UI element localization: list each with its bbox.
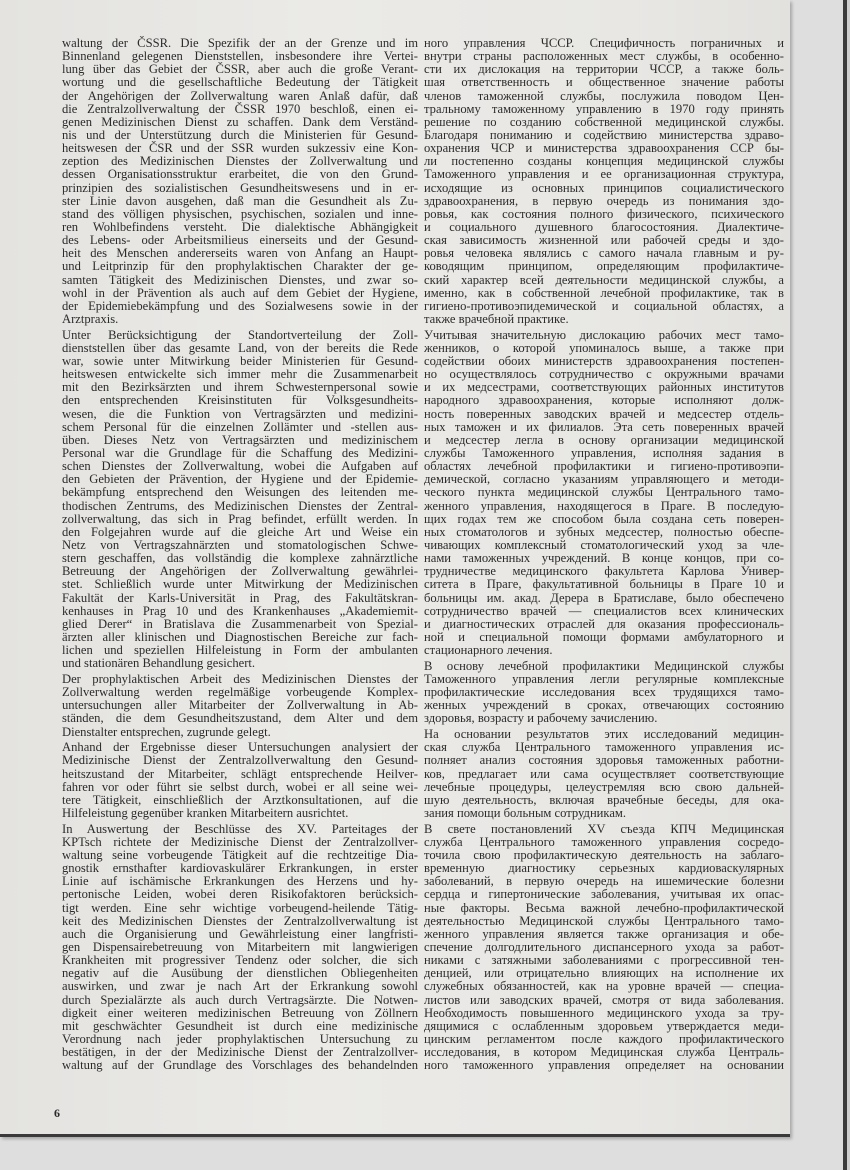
text-line: zeption des Medizinischen Dienstes der Zollverwaltung und — [62, 154, 418, 169]
text-line: stern geschaffen, das vollständig die komplexe zahnärztliche — [62, 551, 418, 566]
text-line: служебных обязанностей, как на уровне врачей — специа- — [424, 979, 784, 994]
text-line: ster Linie davon ausgehen, daß man die Gesundheit als Zu- — [62, 193, 418, 208]
text-line: Netz von Vertragszahnärzten und stomatologischen Schwe- — [62, 537, 418, 552]
text-line: профилактические исследования всех трудящихся тамо- — [424, 685, 784, 700]
text-line: Krankheiten mit progressiver Tendenz oder solcher, die sich — [62, 953, 418, 968]
text-line: stand des völligen physischen, psychischen, sozialen und inne- — [62, 206, 418, 221]
paragraph — [424, 37, 784, 326]
text-line: tere Tätigkeit, einschließlich der Arztkonsultationen, auf die — [62, 792, 418, 807]
text-line: ность поверенных заводских врачей и медсестер отдель- — [424, 406, 784, 421]
text-line: In Auswertung der Beschlüsse des XV. Parteitages der — [62, 821, 418, 836]
text-line: den entsprechenden Kreisinstituten für Volksgesundheits- — [62, 393, 418, 408]
text-line: untersuchungen aller Mitarbeiter der Zollverwaltung in Ab- — [62, 698, 418, 713]
text-line: Fakultät der Karls-Universität in Prag, des Fakultätskran- — [62, 590, 418, 605]
text-line: нами таможенных учреждений. В конце концов, при со- — [424, 551, 784, 566]
text-line: служба Центрального таможенного управления сосредо- — [424, 834, 784, 849]
text-line: шая ответственность и общественное значение работы — [424, 75, 784, 90]
text-line: mit geschwächter Gesundheit ist durch eine medizinische — [62, 1018, 418, 1033]
text-line: Hilfeleistung gegenüber kranken Mitarbeitern ausrichtet. — [62, 805, 349, 820]
text-line: Der prophylaktischen Arbeit des Medizinischen Dienstes der — [62, 671, 418, 686]
text-line: сти их дислокация на территории ЧССР, а также боль- — [424, 62, 784, 77]
text-line: den Folgejahren wurde auf die gleiche Art und Weise ein — [62, 524, 418, 539]
text-line: ные факторы. Весьма важной лечебно-профилактической — [424, 900, 784, 915]
text-line: В свете постановлений XV съезда КПЧ Медицинская — [424, 821, 784, 836]
russian-text-column — [424, 37, 784, 1075]
paragraph — [62, 673, 418, 739]
text-line: ровья человека являлись с самого начала главным и ру- — [424, 246, 784, 261]
text-line: waltung seine vorbeugende Tätigkeit auf die rechtzeitige Dia- — [62, 847, 418, 862]
text-line: исследования, в котором Медицинская служба Централь- — [424, 1045, 784, 1060]
text-line: lichen und speziellen Hilfeleistung in Form der ambulanten — [62, 643, 418, 658]
text-line: также врачебной практике. — [424, 311, 569, 326]
text-line: гигиено-противоэпидемической и социальной областях, а — [424, 298, 784, 313]
text-line: dienststellen über das gesamte Land, von der bereits die Rede — [62, 340, 418, 355]
text-line: kenhauses in Prag 10 und des Krankenhauses „Akademiemit- — [62, 603, 418, 618]
text-line: листов или заводских врачей, смотря от вида заболевания. — [424, 992, 784, 1007]
text-line: щих годах тем же способом была создана сеть поверен- — [424, 511, 784, 526]
text-line: ständen, die dem Gesundheitszustand, dem Alter und dem — [62, 711, 418, 726]
text-line: областях лечебной профилактики и гигиено-противоэпи- — [424, 459, 784, 474]
text-line: fahren vor oder führt sie selbst durch, wobei er all seine wei- — [62, 779, 418, 794]
text-line: ных стоматологов и зубных медсестер, полностью обеспе- — [424, 524, 784, 539]
paragraph — [424, 823, 784, 1073]
text-line: auswirken, und zwar je nach Art der Erkrankung sowohl — [62, 979, 418, 994]
text-line: здравоохранения, в первую очередь из понимания здо- — [424, 193, 784, 208]
text-line: трудничестве медицинского факультета Карлова Универ- — [424, 564, 784, 579]
text-line: ская зависимость жизненной или рабочей среды и здо- — [424, 233, 784, 248]
text-line: содействии обоих министерств здравоохранения постепен- — [424, 353, 784, 368]
text-line: wortung und die gesellschaftliche Bedeutung der Tätigkeit — [62, 75, 418, 90]
text-line: tigt werden. Eine sehr wichtige vorbeugend-heilende Tätig- — [62, 900, 418, 915]
text-line: den Gebieten der Prävention, der Hygiene und der Epidemie- — [62, 472, 418, 487]
text-line: dessen Organisationsstruktur erarbeitet, die von den Grund- — [62, 167, 418, 182]
text-line: дящимися с ослабленным здоровьем утверждается меди- — [424, 1018, 784, 1033]
text-line: durch Spezialärzte als auch durch Vertragsärzte. Die Notwen- — [62, 992, 418, 1007]
text-line: ская служба Центрального таможенного управления ис- — [424, 740, 784, 755]
text-line: des Lebens- oder Arbeitsmilieus einerseits und der Gesund- — [62, 233, 418, 248]
text-line: исходящие из основных принципов социалистического — [424, 180, 784, 195]
text-line: Binnenland gelegenen Dienststellen, insbesondere ihre Vertei- — [62, 49, 418, 64]
text-line: стационарного лечения. — [424, 643, 553, 658]
paragraph — [62, 37, 418, 326]
text-line: üben. Dieses Netz von Vertragsärzten und medizinischem — [62, 432, 418, 447]
text-line: службы Таможенного управления, исполняя задания в — [424, 445, 784, 460]
text-line: Anhand der Ergebnisse dieser Untersuchungen analysiert der — [62, 740, 418, 755]
text-line: keit des Medizinischen Dienstes der Zentralzollverwaltung ist — [62, 913, 418, 928]
text-line: und Leitprinzip für den prophylaktischen Charakter der ge- — [62, 259, 418, 274]
text-line: денцией, или отрицательно влияющих на исполнение их — [424, 966, 784, 981]
text-line: В основу лечебной профилактики Медицинской службы — [424, 658, 784, 673]
text-line: schem Personal für die einzelnen Zollämter und -stellen aus- — [62, 419, 418, 434]
text-line: gen Dispensairebetreuung von Mitarbeitern mit langwierigen — [62, 939, 418, 954]
text-line: ного таможенного управления определяет на основании — [424, 1058, 784, 1073]
text-line: ärzten aller klinischen und Diagnostischen Bereiche zur fach- — [62, 629, 418, 644]
text-line: nis und der Unterstützung durch die Ministerien für Gesund- — [62, 127, 418, 142]
text-line: точила свою профилактическую деятельность на заблаго- — [424, 847, 784, 862]
text-line: heitswesen entwickelte sich immer mehr die Zusammenarbeit — [62, 367, 418, 382]
text-line: schen Dienstes der Zollverwaltung, wobei die Aufgaben auf — [62, 459, 418, 474]
text-line: Необходимость повышенного медицинского ухода за тру- — [424, 1005, 784, 1020]
text-line: никами с затяжными заболеваниями с прогрессивной тен- — [424, 953, 784, 968]
text-line: женников, о которой упоминалось выше, а также при — [424, 340, 784, 355]
text-line: ский характер всей деятельности медицинской службы, а — [424, 272, 784, 287]
text-line: Personal war die Grundlage für die Schaffung des Medizini- — [62, 445, 418, 460]
text-line: Linie auf ischämische Erkrankungen des Herzens und hy- — [62, 874, 418, 889]
text-line: лечебные процедуры, целеустремляя всю свою дальней- — [424, 779, 784, 794]
text-line: чивающих комплексный стоматологический уход за чле- — [424, 537, 784, 552]
text-line: Учитывая значительную дислокацию рабочих мест тамо- — [424, 327, 784, 342]
text-line: ческого пункта медицинской службы Центрального тамо- — [424, 485, 784, 500]
text-line: samten Tätigkeit des Medizinischen Dienstes, und zwar so- — [62, 272, 418, 287]
text-line: именно, как в собственной лечебной профилактике, так в — [424, 285, 784, 300]
text-line: заболеваний, в первую очередь на ишемические болезни — [424, 874, 784, 889]
text-line: wesen, die die Funktion von Vertragsärzten und medizini- — [62, 406, 418, 421]
text-line: женного управления, находящегося в Праге. В последую- — [424, 498, 784, 513]
text-line: thodischen Zentrums, des Medizinischen Dienstes der Zentral- — [62, 498, 418, 513]
text-line: ren Wohlbefindens versteht. Die dialektische Abhängigkeit — [62, 219, 418, 234]
text-line: народного здравоохранения, которые исполняют долж- — [424, 393, 784, 408]
text-line: цинским регламентом после каждого профилактического — [424, 1031, 784, 1046]
text-line: heit des Menschen andererseits waren von Anfang an Haupt- — [62, 246, 418, 261]
text-line: полняет анализ состояния здоровья таможенных работни- — [424, 753, 784, 768]
text-line: waltung der ČSSR. Die Spezifik der an der Grenze und im — [62, 36, 418, 50]
text-line: und stationären Behandlung gesichert. — [62, 656, 256, 671]
text-line: bestätigen, in der der Medizinische Dienst der Zentralzollver- — [62, 1045, 418, 1060]
text-line: die Zentralzollverwaltung der ČSSR 1970 beschloß, einen ei- — [62, 101, 418, 116]
text-line: Таможенного управления и ее организационная структура, — [424, 167, 784, 182]
text-line: mit den Bezirksärzten und ihrem Schwesternpersonal sowie — [62, 380, 418, 395]
paragraph — [62, 741, 418, 820]
text-line: зания помощи больным сотрудникам. — [424, 805, 627, 820]
text-line: der Epidemiebekämpfung und des Sozialwesens sowie in der — [62, 298, 418, 313]
text-line: war, sowie unter Mitwirkung beider Ministerien für Gesund- — [62, 353, 418, 368]
page-number: 6 — [54, 1106, 60, 1120]
text-line: женного управления является также организация и обе- — [424, 926, 784, 941]
paragraph — [424, 329, 784, 658]
text-line: lung über das Gebiet der ČSSR, aber auch die große Verant- — [62, 62, 418, 77]
text-line: больницы им. акад. Дерера в Братиславе, было обеспечено — [424, 590, 784, 605]
text-line: но осуществлялось сотрудничество с окружными врачами — [424, 367, 784, 382]
text-line: Благодаря пониманию и содействию министерства здраво- — [424, 127, 784, 142]
text-line: ного управления ЧССР. Специфичность пограничных и — [424, 36, 784, 50]
text-line: охранения ЧСР и министерства здравоохранения ССР бы- — [424, 141, 784, 156]
paragraph — [424, 660, 784, 726]
text-line: спечение долгодлительного диспансерного ухода за работ- — [424, 939, 784, 954]
text-line: Betreuung der Angehörigen der Zollverwaltung gewährlei- — [62, 564, 418, 579]
paragraph — [62, 329, 418, 671]
text-line: ли постепенно созданы концепция медицинской службы — [424, 154, 784, 169]
text-line: сердца и гипертонические заболевания, учитывая их опас- — [424, 887, 784, 902]
text-line: glied Derer“ in Bratislava die Zusammenarbeit von Spezial- — [62, 616, 418, 631]
text-line: heitszustand der Mitarbeiter, schlägt entsprechende Heilver- — [62, 766, 418, 781]
text-line: решение по созданию собственной медицинской службы. — [424, 114, 784, 129]
text-line: waltung auf der Grundlage des Vorschlages des behandelnden — [62, 1058, 418, 1073]
paragraph — [424, 728, 784, 820]
text-line: gnostik ernsthafter kardiovaskulärer Erkrankungen, in erster — [62, 861, 418, 876]
text-line: ной и специальной помощи формами амбулаторного и — [424, 629, 784, 644]
text-line: der Angehörigen der Zollverwaltung waren Anlaß dafür, daß — [62, 88, 418, 103]
text-line: ководящим принципом, определяющим профилактиче- — [424, 259, 784, 274]
text-line: тральному таможенному управлению в 1970 году принять — [424, 101, 784, 116]
text-line: Unter Berücksichtigung der Standortverteilung der Zoll- — [62, 327, 418, 342]
text-line: Zollverwaltung werden regelmäßige vorbeugende Komplex- — [62, 685, 418, 700]
text-line: negativ auf die Ausübung der dienstlichen Obliegenheiten — [62, 966, 418, 981]
text-line: ных таможен и их филиалов. Эта сеть поверенных врачей — [424, 419, 784, 434]
text-line: здоровья, возрасту и рабочему зачислению. — [424, 711, 658, 726]
text-line: и социального душевного благосостояния. Диалектиче- — [424, 219, 784, 234]
text-line: KPTsch richtete der Medizinische Dienst der Zentralzollver- — [62, 834, 418, 849]
text-line: внутри страны расположенных мест службы, в особенно- — [424, 49, 784, 64]
german-text-column — [62, 37, 418, 1075]
text-line: членов таможенной службы, послужила поводом Цен- — [424, 88, 784, 103]
text-line: Таможенного управления легли регулярные комплексные — [424, 671, 784, 686]
text-line: Dienstalter entsprechen, zugrunde gelegt. — [62, 724, 271, 739]
text-line: pertonische Leiden, wobei deren Risikofaktoren berücksich- — [62, 887, 418, 902]
text-line: шую деятельность, включая врачебные беседы, для ока- — [424, 792, 784, 807]
text-line: Medizinische Dienst der Zentralzollverwaltung den Gesund- — [62, 753, 418, 768]
text-line: genen Medizinischen Dienst zu schaffen. Dank dem Verständ- — [62, 114, 418, 129]
text-line: женных учреждений в сроках, отвечающих состоянию — [424, 698, 784, 713]
paragraph — [62, 823, 418, 1073]
text-line: временную диагностику серьезных кардиоваскулярных — [424, 861, 784, 876]
text-line: auch die Organisierung und Gewährleistung einer langfristi- — [62, 926, 418, 941]
text-line: stet. Schließlich wurde unter Mitwirkung der Medizinischen — [62, 577, 418, 592]
text-line: Verordnung nach jeder prophylaktischen Untersuchung zu — [62, 1031, 418, 1046]
text-line: сотрудничество врачей — специалистов всех клинических — [424, 603, 784, 618]
text-line: ков, предлагает или сама осуществляет соответствующие — [424, 766, 784, 781]
text-line: prinzipien des sozialistischen Gesundheitswesens und in er- — [62, 180, 418, 195]
text-line: Arztpraxis. — [62, 311, 119, 326]
text-line: и диагностических отраслей для оказания профессиональ- — [424, 616, 784, 631]
text-line: и их медсестрами, соответствующих районных институтов — [424, 380, 784, 395]
text-line: и медсестер легла в основу организации медицинской — [424, 432, 784, 447]
text-line: wohl in der Prävention als auch auf dem Gebiet der Hygiene, — [62, 285, 418, 300]
text-line: ситета в Праге, факультативной больницы в Праге 10 и — [424, 577, 784, 592]
text-line: zollverwaltung, das sich in Prag befindet, erfüllt werden. In — [62, 511, 418, 526]
text-line: digkeit einer weiteren medizinischen Betreuung von Zöllnern — [62, 1005, 418, 1020]
text-line: На основании результатов этих исследований медицин- — [424, 727, 784, 742]
text-line: heitswesen der ČSR und der SSR wurden sukzessiv eine Kon- — [62, 141, 418, 156]
text-line: деятельностью Медицинской службы Центрального тамо- — [424, 913, 784, 928]
text-line: bekämpfung entsprechend den Weisungen des leitenden me- — [62, 485, 418, 500]
text-line: ровья, как состояния полного физического, психического — [424, 206, 784, 221]
text-line: демической, согласно указаниям управляющего и методи- — [424, 472, 784, 487]
